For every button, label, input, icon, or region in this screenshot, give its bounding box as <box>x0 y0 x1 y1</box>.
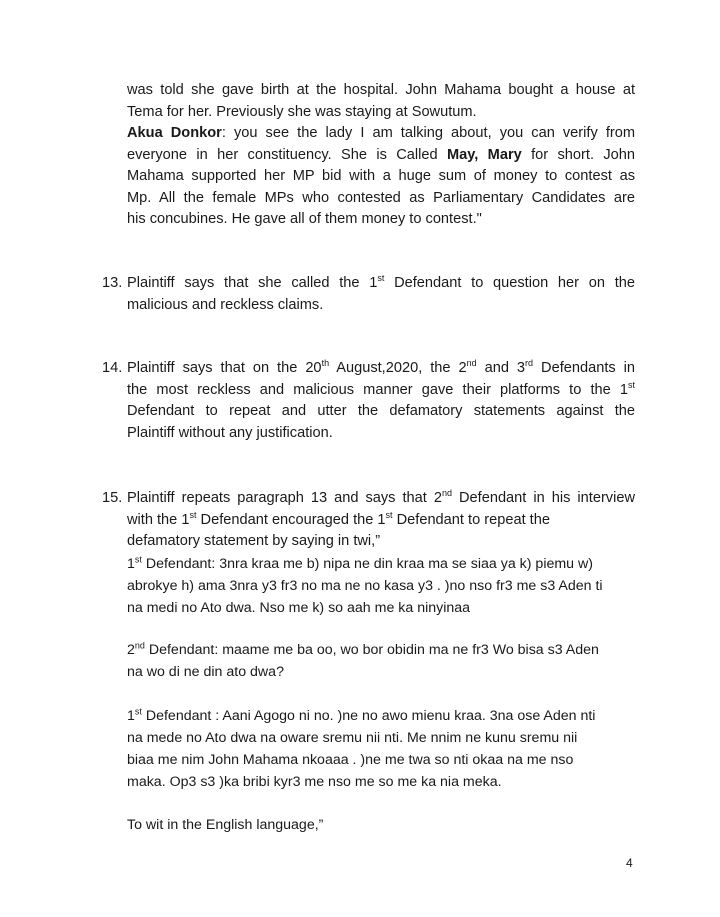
text-span: Plaintiff says that she called the 1 <box>127 275 378 291</box>
twi-statement-2 <box>127 639 635 683</box>
text-line: Mahama supported her MP bid with a huge sum of money to contest as <box>127 168 635 184</box>
superscript: st <box>377 273 385 284</box>
closing-line <box>127 814 635 836</box>
paragraph-number: 15. <box>102 490 123 506</box>
page-number: 4 <box>626 856 633 870</box>
text-line <box>127 553 635 575</box>
text-line: was told she gave birth at the hospital. John Mahama bought a house at <box>127 82 635 98</box>
text-line: biaa me nim John Mahama nkoaaa . )ne me twa so nti okaa na me nso <box>127 752 574 768</box>
text-span: Defendants in <box>533 360 636 376</box>
text-line: his concubines. He gave all of them money to contest." <box>127 211 482 227</box>
text-span: Plaintiff repeats paragraph 13 and says that 2 <box>127 490 442 506</box>
text-line <box>127 145 635 167</box>
text-line: na mede no Ato dwa na oware sremu nii nti. Me nnim ne kunu sremu nii <box>127 730 578 746</box>
text-span: : you see the lady I am talking about, you can verify from <box>221 125 636 141</box>
paragraph-13 <box>127 273 635 316</box>
twi-statement-1 <box>127 553 635 619</box>
text-line <box>127 510 635 532</box>
superscript: st <box>189 509 197 520</box>
speaker-name: Akua Donkor <box>127 125 222 141</box>
text-span: 2 <box>127 642 135 658</box>
text-line <box>127 123 635 145</box>
paragraph-number: 13. <box>102 275 123 291</box>
text-line <box>127 358 635 380</box>
text-line: malicious and reckless claims. <box>127 296 324 313</box>
text-span: Defendant: maame me ba oo, wo bor obidin ma ne fr3 Wo bisa s3 Aden <box>144 642 599 658</box>
text-line: Mp. All the female MPs who contested as Parliamentary Candidates are <box>127 189 635 206</box>
superscript: st <box>134 706 142 717</box>
text-line: defamatory statement by saying in twi,” <box>127 533 381 549</box>
superscript: st <box>134 554 142 565</box>
paragraph-15 <box>127 488 635 553</box>
text-span: 1 <box>127 708 135 724</box>
text-line: Defendant to repeat and utter the defamatory statements against the <box>127 403 635 419</box>
text-span: Defendant : Aani Agogo ni no. )ne no awo mienu kraa. 3na ose Aden nti <box>141 708 596 724</box>
text-line <box>127 488 635 510</box>
text-span: Defendant encouraged the 1 <box>196 511 386 528</box>
superscript: rd <box>525 358 534 369</box>
text-span: August,2020, the 2 <box>329 360 467 376</box>
text-line: na wo di ne din ato dwa? <box>127 664 284 680</box>
text-line: maka. Op3 s3 )ka bribi kyr3 me nso me so me ka nia meka. <box>127 774 502 790</box>
superscript: nd <box>466 358 477 369</box>
text-span: Defendant in his interview <box>451 490 635 506</box>
text-line: To wit in the English language,” <box>127 817 324 833</box>
text-line <box>127 380 635 402</box>
text-span: Defendant to question her on the <box>384 275 635 291</box>
bold-name: May, Mary <box>446 146 522 163</box>
superscript: th <box>321 358 330 369</box>
superscript: nd <box>441 488 452 499</box>
text-span: for short. John <box>521 146 636 163</box>
text-line <box>127 273 635 295</box>
twi-statement-3 <box>127 705 635 793</box>
superscript: st <box>385 509 393 520</box>
text-line: Tema for her. Previously she was staying at Sowutum. <box>127 103 477 120</box>
text-line: na medi no Ato dwa. Nso me k) so aah me ka ninyinaa <box>127 600 471 616</box>
text-span: with the 1 <box>127 511 190 528</box>
text-line: Plaintiff without any justification. <box>127 424 333 441</box>
text-span: Defendant to repeat the <box>392 511 550 528</box>
superscript: st <box>627 379 635 390</box>
text-span: Plaintiff says that on the 20 <box>127 360 322 376</box>
text-span: Defendant: 3nra kraa me b) nipa ne din kraa ma se siaa ya k) piemu w) <box>141 556 593 572</box>
superscript: nd <box>134 640 145 651</box>
paragraph-14 <box>127 358 635 444</box>
text-line <box>127 639 635 661</box>
text-span: 1 <box>127 556 135 572</box>
text-line <box>127 705 635 727</box>
text-span: and 3 <box>476 360 526 376</box>
text-line: abrokye h) ama 3nra y3 fr3 no ma ne no kasa y3 . )no nso fr3 me s3 Aden ti <box>127 578 603 594</box>
text-span: everyone in her constituency. She is Called <box>127 146 447 163</box>
paragraph-number: 14. <box>102 360 123 376</box>
text-span: the most reckless and malicious manner gave their platforms to the 1 <box>127 381 628 398</box>
quote-continuation <box>127 80 635 231</box>
